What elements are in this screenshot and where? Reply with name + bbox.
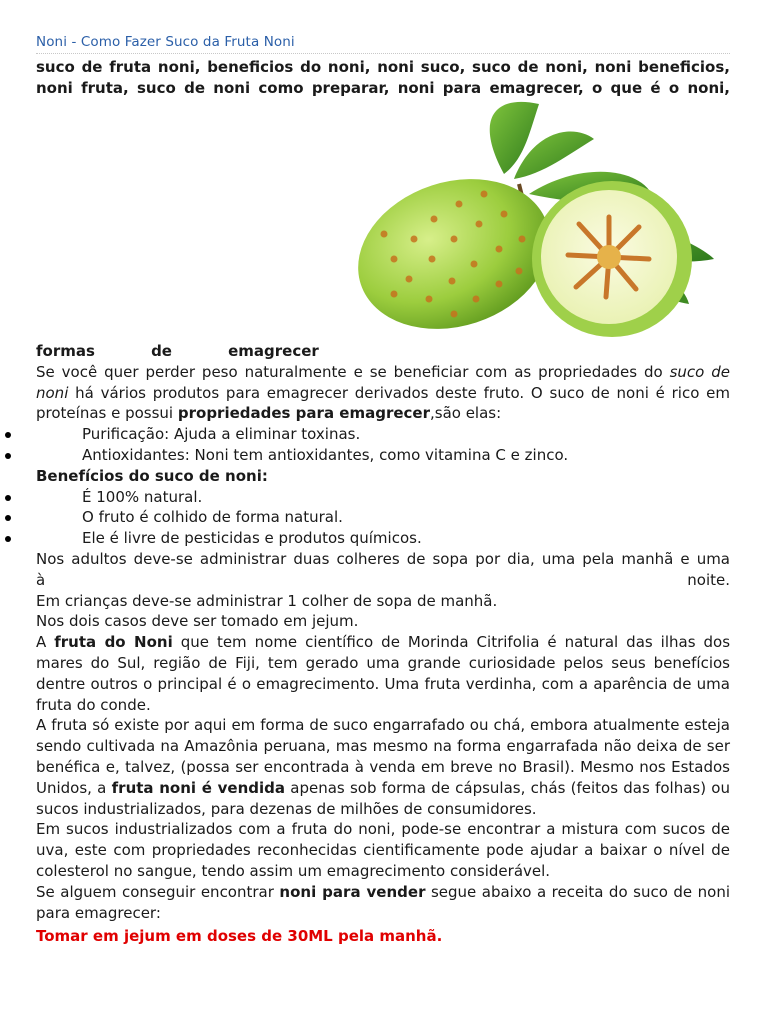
list-item: [36, 487, 730, 508]
list-item-text: Antioxidantes: Noni tem antioxidantes, como vitamina C e zinco.: [82, 445, 569, 464]
bullet-icon: [5, 453, 11, 459]
paragraph-recipe-intro: [36, 882, 730, 924]
paragraph-fruta-noni: [36, 632, 730, 715]
intro-text-a: Se você quer perder peso naturalmente e se beneficiar com as propriedades do: [36, 362, 670, 381]
bullet-icon: [5, 495, 11, 501]
red-dosage-note: Tomar em jejum em doses de 30ML pela manhã.: [36, 927, 443, 946]
adults-dosage-left: à: [36, 570, 46, 589]
intro-paragraph: [36, 362, 730, 424]
article: [36, 34, 730, 947]
list-item-text: Ele é livre de pesticidas e produtos químicos.: [82, 529, 422, 548]
intro-emphasis: suco de noni: [36, 362, 730, 402]
heading-word-2: de: [151, 342, 172, 360]
list-item-text: O fruto é colhido de forma natural.: [82, 508, 343, 527]
properties-list: [36, 424, 730, 466]
intro-bold: propriedades para emagrecer: [177, 404, 430, 423]
list-item: [36, 528, 730, 549]
noni-fruit-image: [36, 99, 730, 341]
benefits-list: [36, 487, 730, 549]
benefits-heading: [36, 466, 730, 487]
bullet-icon: [5, 515, 11, 521]
p1-bold: fruta do Noni: [54, 633, 173, 652]
paragraph-availability: [36, 715, 730, 819]
list-item: [36, 507, 730, 528]
adults-dosage-line-1: Nos adultos deve-se administrar duas colheres de sopa por dia, uma pela manhã e uma: [36, 549, 730, 568]
p2-text-b: apenas sob forma de cápsulas, chás (feitos das folhas) ou sucos industrializados, para dezenas de milhões de consumidores.: [36, 778, 730, 818]
p4-text-b: segue abaixo a receita do suco de noni para emagrecer:: [36, 882, 730, 922]
article-body: [36, 341, 730, 947]
list-item-text: Purificação: Ajuda a eliminar toxinas.: [82, 425, 361, 444]
adults-dosage-line-2: [36, 570, 730, 591]
adults-dosage-right: noite.: [687, 570, 730, 589]
p4-text-a: Se alguem conseguir encontrar: [36, 882, 280, 901]
p4-bold: noni para vender: [279, 882, 426, 901]
article-title-link[interactable]: Noni - Como Fazer Suco da Fruta Noni: [36, 34, 730, 54]
heading-word-3: emagrecer: [228, 342, 319, 360]
p2-bold: fruta noni é vendida: [111, 778, 285, 797]
p1-text-a: A: [36, 633, 55, 652]
tags-line-1: suco de fruta noni, beneficios do noni, noni suco, suco de noni, noni beneficios,: [36, 58, 730, 76]
bullet-icon: [5, 432, 11, 438]
list-item-text: É 100% natural.: [82, 487, 203, 506]
keyword-tags: [36, 57, 730, 99]
p2-text-a: A fruta só existe por aqui em forma de suco engarrafado ou chá, embora atualmente esteja sendo cultivada na Amazônia peruana, mas mesmo na forma engarrafada não deixa de ser benéfica e, talvez, (possa ser encontrada à venda em breve no Brasil). Mesmo nos Estados Unidos, a: [36, 716, 730, 797]
bullet-icon: [5, 536, 11, 542]
fasting-note: Nos dois casos deve ser tomado em jejum.: [36, 612, 359, 631]
children-dosage: Em crianças deve-se administrar 1 colher de sopa de manhã.: [36, 591, 498, 610]
noni-fruit-illustration: [354, 99, 724, 341]
section-heading-formas: [36, 341, 730, 362]
list-item: [36, 445, 730, 466]
p1-text-b: que tem nome científico de Morinda Citrifolia é natural das ilhas dos mares do Sul, região de Fiji, tem gerado uma grande curiosidade pelos seus benefícios dentre outros o principal é o emagrecimento. Uma fruta verdinha, com a aparência de uma fruta do conde.: [36, 633, 731, 714]
heading-word-1: formas: [36, 342, 95, 360]
list-item: [36, 424, 730, 445]
tags-line-2: noni fruta, suco de noni como preparar, noni para emagrecer, o que é o noni,: [36, 79, 730, 97]
intro-text-b: há vários produtos para emagrecer derivados deste fruto. O suco de noni é rico em proteínas e possui: [36, 383, 730, 423]
paragraph-industrial-juices: Em sucos industrializados com a fruta do noni, pode-se encontrar a mistura com sucos de uva, este com propriedades reconhecidas cientificamente pode ajudar a baixar o nível de colesterol no sangue, tendo assim um emagrecimento considerável.: [36, 820, 730, 880]
benefits-heading-text: Benefícios do suco de noni:: [36, 466, 268, 485]
intro-text-c: ,são elas:: [429, 404, 502, 423]
